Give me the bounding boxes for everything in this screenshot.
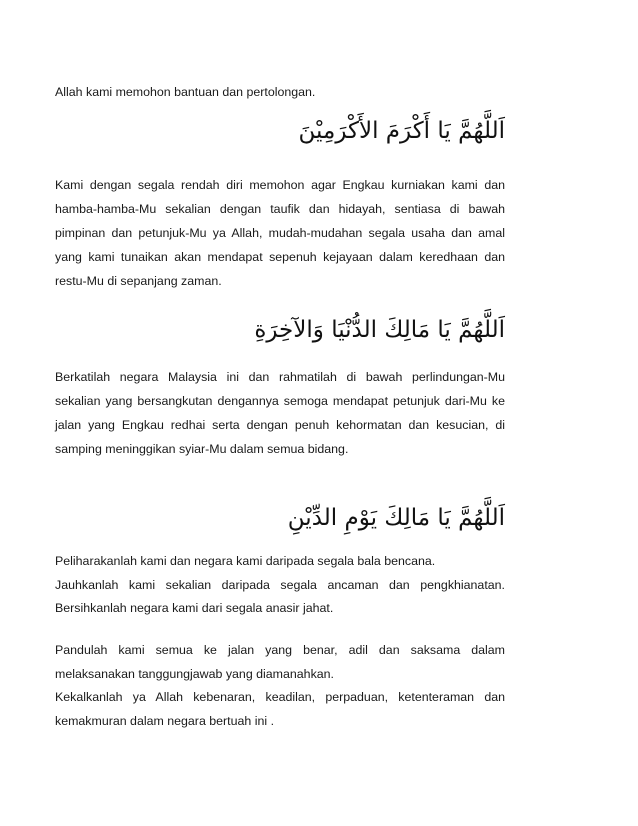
paragraph-line: melaksanakan tanggungjawab yang diamanahkan. xyxy=(55,667,334,681)
paragraph-line: yang kami tunaikan akan mendapat sepenuh kejayaan dalam keredhaan dan xyxy=(55,250,505,264)
paragraph-line: Berkatilah negara Malaysia ini dan rahmatilah di bawah perlindungan-Mu xyxy=(55,370,505,384)
paragraph-line: samping meninggikan syiar-Mu dalam semua bidang. xyxy=(55,442,349,456)
paragraph-line: Pandulah kami semua ke jalan yang benar, adil dan saksama dalam xyxy=(55,643,505,657)
paragraph-line: Kekalkanlah ya Allah kebenaran, keadilan, perpaduan, ketenteraman dan xyxy=(55,690,505,704)
paragraph-line: restu-Mu di sepanjang zaman. xyxy=(55,274,222,288)
intro-line: Allah kami memohon bantuan dan pertolongan. xyxy=(55,85,316,99)
paragraph-line: Kami dengan segala rendah diri memohon agar Engkau kurniakan kami dan xyxy=(55,178,505,192)
paragraph-line: sekalian yang bersangkutan dengannya semoga mendapat petunjuk dari-Mu ke xyxy=(55,394,505,408)
paragraph-line: hamba-hamba-Mu sekalian dengan taufik dan hidayah, sentiasa di bawah xyxy=(55,202,505,216)
paragraph-line: Bersihkanlah negara kami dari segala anasir jahat. xyxy=(55,601,334,615)
paragraph-line: jalan yang Engkau redhai serta dengan penuh kehormatan dan kesucian, di xyxy=(55,418,505,432)
arabic-invocation-1: اَللَّهُمَّ يَا أَكْرَمَ الأَكْرَمِيْنَ xyxy=(298,118,505,144)
arabic-invocation-2: اَللَّهُمَّ يَا مَالِكَ الدُّنْيَا وَالآخِرَةِ xyxy=(254,317,505,343)
paragraph-line: pimpinan dan petunjuk-Mu ya Allah, mudah-mudahan segala usaha dan amal xyxy=(55,226,505,240)
arabic-invocation-3: اَللَّهُمَّ يَا مَالِكَ يَوْمِ الدِّيْنِ xyxy=(287,505,505,531)
paragraph-line: Jauhkanlah kami sekalian daripada segala ancaman dan pengkhianatan. xyxy=(55,578,505,592)
paragraph-line: kemakmuran dalam negara bertuah ini . xyxy=(55,714,275,728)
paragraph-line: Peliharakanlah kami dan negara kami daripada segala bala bencana. xyxy=(55,554,436,568)
